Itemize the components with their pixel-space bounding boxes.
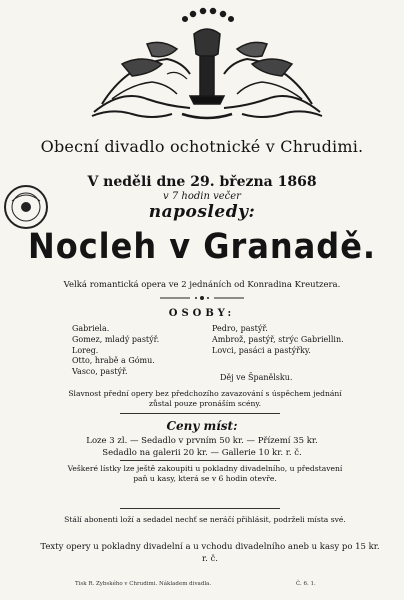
- cast-item: Gomez, mladý pastýř.: [72, 334, 160, 344]
- theatre-crest-emblem: [72, 4, 342, 122]
- cast-item: Vasco, pastýř.: [72, 367, 128, 377]
- cast-item: Pedro, pastýř.: [212, 324, 268, 333]
- divider-line: [120, 413, 280, 414]
- opera-title: Nocleh v Granadě.: [27, 225, 377, 267]
- divider-line: [120, 460, 280, 461]
- notice-paragraph-1: Slavnost přední opery bez předchozího zavazování s úspěchem jednání zůstal pouze pronáším scény.: [68, 389, 342, 408]
- cast-item: Loreg.: [72, 345, 99, 355]
- notice-paragraph-2: Veškeré lístky lze ještě zakoupiti u pokladny divadelního, u představení paň u kasy, která se v 6 hodin otevře.: [67, 464, 343, 483]
- performance-date: V neděli dne 29. března 1868: [87, 174, 317, 190]
- cast-item: Gabriela.: [72, 324, 110, 333]
- cast-list-left: [72, 324, 159, 378]
- divider-line: [120, 508, 280, 509]
- cast-item: Lovci, pasáci a pastýřky.: [212, 345, 311, 355]
- opera-subtitle: Velká romantická opera ve 2 jednáních od Konradina Kreutzera.: [63, 280, 341, 290]
- notice-paragraph-3: Stálí abonenti loží a sedadel nechť se neráčí přihlásit, podrželi místa své.: [64, 515, 346, 524]
- cast-item: Ambrož, pastýř, strýc Gabriellin.: [212, 334, 344, 344]
- prices-heading: Ceny míst:: [166, 419, 238, 433]
- printer-imprint: Tisk R. Zybského v Chrudimi. Nákladem divadla.: [75, 581, 212, 587]
- setting-note: Děj ve Španělsku.: [220, 373, 293, 382]
- performance-time: v 7 hodin večer: [163, 191, 241, 202]
- archive-number: Č. 6. 1.: [296, 581, 316, 587]
- price-line-2: Sedadlo na galerii 20 kr. — Gallerie 10 kr. r. č.: [102, 448, 302, 458]
- venue-heading: Obecní divadlo ochotnické v Chrudimi.: [40, 137, 364, 156]
- cast-list-right: [212, 324, 344, 356]
- libretto-note: Texty opery u pokladny divadelní a u vchodu divadelního aneb u kasy po 15 kr. r. č.: [40, 542, 380, 564]
- last-performance-note: naposledy:: [148, 202, 256, 222]
- ornament-divider: [160, 295, 244, 301]
- cast-item: Otto, hrabě a Gómu.: [72, 356, 155, 366]
- price-line-1: Loze 3 zl. — Sedadlo v prvním 50 kr. — Přízemí 35 kr.: [86, 436, 318, 446]
- cast-heading: OSOBY:: [168, 308, 236, 319]
